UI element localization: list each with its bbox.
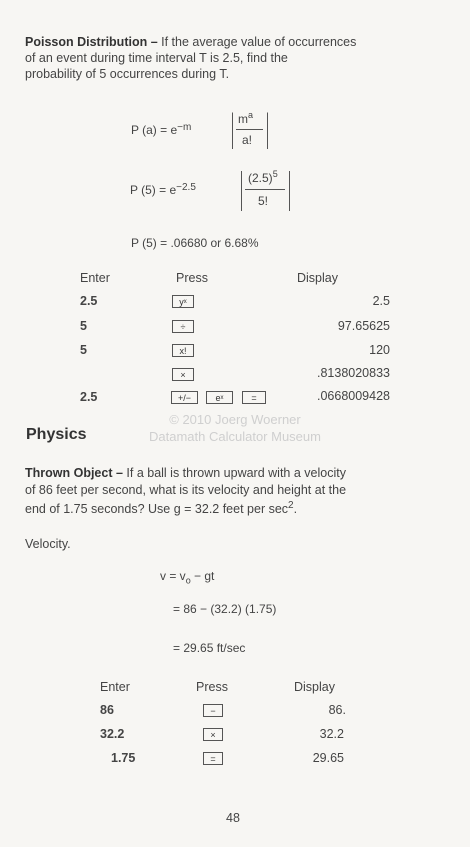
table2-row-2-display: 32.2 bbox=[319, 727, 344, 741]
table2-row-3-display: 29.65 bbox=[312, 751, 344, 765]
poisson-body-3: probability of 5 occurrences during T. bbox=[25, 67, 230, 81]
calculator-key-minus: − bbox=[203, 704, 223, 717]
physics-body-1: If a ball is thrown upward with a velocity bbox=[122, 466, 346, 480]
physics-equation-3: = 29.65 ft/sec bbox=[173, 641, 246, 655]
poisson-title: Poisson Distribution – bbox=[25, 35, 158, 49]
table2-header-display: Display bbox=[294, 680, 335, 694]
equation-1-numerator: $m^a$ bbox=[238, 110, 254, 126]
equation-1-left: P $(a) = e^{-m}$ bbox=[131, 122, 192, 137]
watermark-museum: Datamath Calculator Museum bbox=[149, 429, 321, 444]
physics-body-2: of 86 feet per second, what is its velocity and height at the bbox=[25, 483, 347, 497]
table1-row-1-enter: 2.5 bbox=[80, 294, 98, 308]
calculator-key-divide: ÷ bbox=[172, 320, 194, 333]
table2-row-1-enter: 86 bbox=[100, 703, 114, 717]
table1-row-3-enter: 5 bbox=[80, 343, 87, 357]
calculator-key-change-sign: +/− bbox=[171, 391, 198, 404]
calculator-key-multiply: × bbox=[172, 368, 194, 381]
physics-section-title: Physics bbox=[26, 426, 87, 443]
table2-row-2-enter: 32.2 bbox=[100, 727, 125, 741]
table1-row-2-enter: 5 bbox=[80, 319, 87, 333]
calculator-key-factorial: x! bbox=[172, 344, 194, 357]
physics-equation-2: = 86 − (32.2) (1.75) bbox=[173, 602, 277, 616]
physics-paragraph-line-1 bbox=[25, 465, 346, 481]
calculator-key-multiply-2: × bbox=[203, 728, 223, 741]
table1-row-1-display: 2.5 bbox=[372, 294, 390, 308]
table2-row-1-display: 86. bbox=[328, 703, 346, 717]
page-number: 48 bbox=[226, 811, 240, 825]
thrown-object-title: Thrown Object – bbox=[25, 466, 123, 480]
equation-1-denominator: a! bbox=[242, 133, 253, 147]
table1-header-enter: Enter bbox=[80, 271, 110, 285]
physics-body-3: end of 1.75 seconds? Use g = 32.2 feet per $\sec^2$. bbox=[25, 500, 298, 517]
equation-3: P (5) = .06680 or 6.68% bbox=[131, 236, 259, 250]
calculator-key-e-power-x: eˣ bbox=[206, 391, 233, 404]
equation-2-numerator: $(2.5)^5$ bbox=[248, 169, 278, 185]
table1-header-display: Display bbox=[297, 271, 338, 285]
physics-equation-1: $v = v_o$ − gt bbox=[160, 569, 215, 586]
calculator-key-y-power-x: yˣ bbox=[172, 295, 194, 308]
table2-row-3-enter: 1.75 bbox=[111, 751, 136, 765]
equation-2-left: P $(5) = e^{-2.5}$ bbox=[130, 182, 196, 197]
table1-row-2-display: 97.65625 bbox=[337, 319, 390, 333]
watermark-copyright: © 2010 Joerg Woerner bbox=[169, 412, 301, 427]
equation-2-denominator: 5! bbox=[258, 194, 269, 208]
table1-header-press: Press bbox=[176, 271, 208, 285]
velocity-label: Velocity. bbox=[25, 537, 71, 551]
table2-header-enter: Enter bbox=[100, 680, 130, 694]
calculator-key-equals-2: = bbox=[203, 752, 223, 765]
table1-row-5-display: .0668009428 bbox=[317, 389, 390, 403]
equation-2-fraction-line bbox=[245, 189, 285, 190]
table1-row-5-enter: 2.5 bbox=[80, 390, 98, 404]
calculator-key-equals: = bbox=[242, 391, 266, 404]
poisson-paragraph-line-1 bbox=[25, 34, 356, 50]
table2-header-press: Press bbox=[196, 680, 228, 694]
poisson-body-2: of an event during time interval T is 2.5, find the bbox=[25, 51, 288, 65]
poisson-body-1: If the average value of occurrences bbox=[157, 35, 357, 49]
equation-1-fraction-line bbox=[236, 129, 263, 130]
table1-row-3-display: 120 bbox=[369, 343, 390, 357]
table1-row-4-display: .8138020833 bbox=[317, 366, 390, 380]
